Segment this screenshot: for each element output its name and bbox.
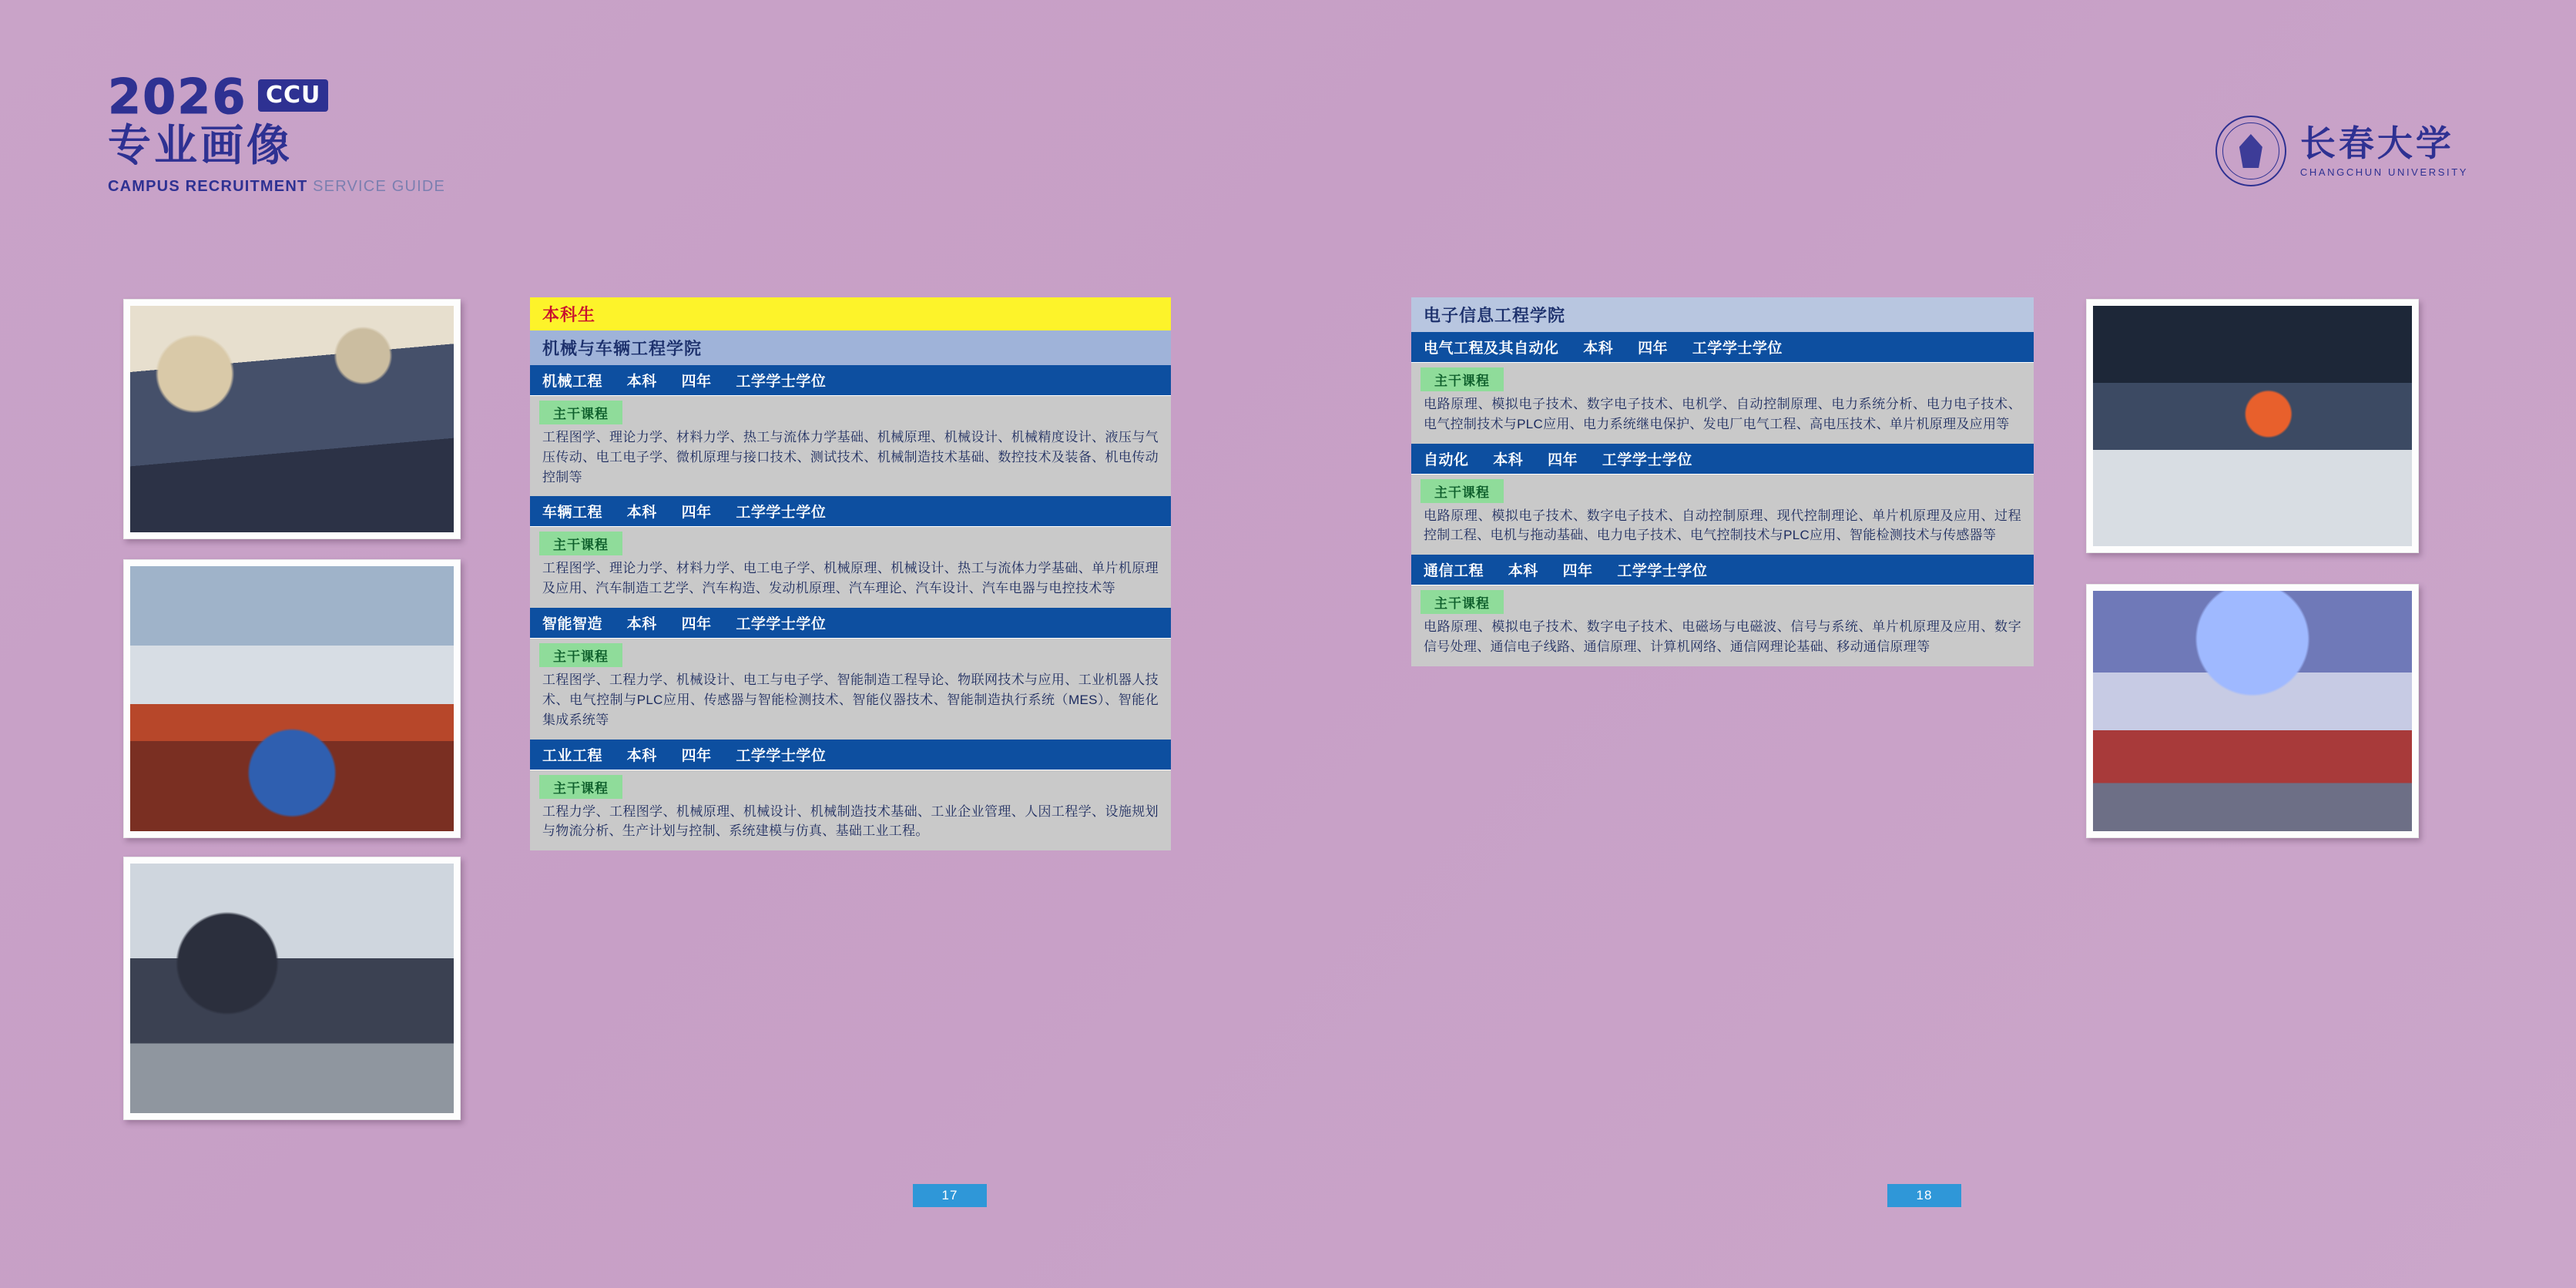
major-list-right — [1411, 332, 2034, 666]
major-level: 本科 — [626, 505, 657, 522]
photo-rocket-model — [2086, 299, 2419, 553]
brand-title: 专业画像 — [108, 121, 293, 171]
core-courses-text: 电路原理、模拟电子技术、数字电子技术、电机学、自动控制原理、电力系统分析、电力电子技术、电气控制技术与PLC应用、电力系统继电保护、发电厂电气工程、高电压技术、单片机原理及应用等 — [1424, 397, 2021, 431]
page-number-left: 17 — [913, 1184, 987, 1207]
major-entry — [530, 365, 1171, 496]
major-title-bar — [530, 496, 1171, 527]
major-title-bar — [1411, 444, 2034, 475]
major-entry — [530, 608, 1171, 739]
brand-logo — [108, 69, 539, 196]
university-emblem — [2215, 116, 2468, 186]
major-level: 本科 — [1493, 451, 1524, 468]
major-name: 车辆工程 — [542, 505, 603, 522]
major-years: 四年 — [1638, 340, 1669, 357]
core-courses-label: 主干课程 — [1420, 590, 1504, 614]
photo-exhibition-booth — [123, 857, 461, 1120]
major-title-bar — [530, 608, 1171, 639]
major-entry — [1411, 555, 2034, 666]
major-degree: 工学学士学位 — [736, 616, 827, 633]
university-name-cn: 长春大学 — [2299, 122, 2454, 164]
core-courses-text: 工程图学、理论力学、材料力学、电工电子学、机械原理、机械设计、热工与流体力学基础、单片机原理及应用、汽车制造工艺学、汽车构造、发动机原理、汽车理论、汽车设计、汽车电器与电控技术等 — [542, 561, 1159, 596]
brand-badge: CCU — [258, 79, 328, 112]
core-courses-text: 工程图学、工程力学、机械设计、电工与电子学、智能制造工程导论、物联网技术与应用、工业机器人技术、电气控制与PLC应用、传感器与智能检测技术、智能仪器技术、智能制造执行系统（MES）、智能化集成系统等 — [542, 673, 1159, 727]
major-years: 四年 — [1548, 451, 1578, 468]
major-name: 机械工程 — [542, 374, 603, 390]
major-name: 电气工程及其自动化 — [1424, 340, 1559, 357]
major-title-bar — [530, 365, 1171, 396]
major-years: 四年 — [1562, 563, 1593, 580]
major-level: 本科 — [626, 747, 657, 764]
major-entry — [530, 496, 1171, 608]
left-page-content — [530, 297, 1171, 850]
brand-subtitle-secondary: SERVICE GUIDE — [313, 177, 446, 195]
photo-rocket-model-image — [2093, 306, 2412, 546]
core-courses-label: 主干课程 — [539, 532, 622, 555]
brand-year: 2026 — [108, 69, 247, 125]
major-degree: 工学学士学位 — [736, 747, 827, 764]
major-degree: 工学学士学位 — [1617, 563, 1708, 580]
photo-group-hall-image — [2093, 591, 2412, 831]
major-years: 四年 — [681, 374, 712, 390]
photo-racing-team-image — [130, 566, 454, 831]
core-courses-label: 主干课程 — [1420, 479, 1504, 503]
major-level: 本科 — [626, 616, 657, 633]
university-name-en: CHANGCHUN UNIVERSITY — [2299, 166, 2468, 179]
core-courses-text: 电路原理、模拟电子技术、数字电子技术、电磁场与电磁波、信号与系统、单片机原理及应用、数字信号处理、通信电子线路、通信原理、计算机网络、通信网理论基础、移动通信原理等 — [1424, 619, 2021, 655]
core-courses-text: 工程力学、工程图学、机械原理、机械设计、机械制造技术基础、工业企业管理、人因工程学、设施规划与物流分析、生产计划与控制、系统建模与仿真、基础工业工程。 — [542, 803, 1159, 839]
photo-lab-visit-image — [130, 306, 454, 532]
major-entry — [1411, 444, 2034, 555]
major-degree: 工学学士学位 — [736, 505, 827, 522]
major-level: 本科 — [626, 374, 657, 390]
major-title-bar — [1411, 555, 2034, 585]
major-name: 工业工程 — [542, 747, 603, 764]
photo-group-hall — [2086, 584, 2419, 838]
college-title-mechanical: 机械与车辆工程学院 — [530, 330, 1171, 365]
core-courses-text: 电路原理、模拟电子技术、数字电子技术、自动控制原理、现代控制理论、单片机原理及应用、过程控制工程、电机与拖动基础、电力电子技术、电气控制技术与PLC应用、智能检测技术与传感器等 — [1424, 508, 2021, 543]
brand-subtitle — [108, 178, 539, 196]
photo-exhibition-booth-image — [130, 864, 454, 1113]
major-name: 智能智造 — [542, 616, 603, 633]
core-courses-label: 主干课程 — [539, 775, 622, 799]
section-label-undergraduate: 本科生 — [530, 297, 1171, 330]
major-title-bar — [1411, 332, 2034, 363]
core-courses-label: 主干课程 — [1420, 367, 1504, 391]
major-list-left — [530, 365, 1171, 850]
major-degree: 工学学士学位 — [1602, 451, 1692, 468]
photo-lab-visit — [123, 299, 461, 539]
university-seal-icon — [2215, 116, 2286, 186]
photo-racing-team — [123, 559, 461, 838]
brand-subtitle-main: CAMPUS RECRUITMENT — [108, 177, 314, 195]
major-years: 四年 — [681, 505, 712, 522]
major-name: 自动化 — [1424, 451, 1469, 468]
major-title-bar — [530, 740, 1171, 770]
major-entry — [530, 740, 1171, 851]
right-page-content — [1411, 297, 2034, 666]
major-level: 本科 — [1508, 563, 1538, 580]
major-entry — [1411, 332, 2034, 444]
page-number-right: 18 — [1887, 1184, 1961, 1207]
major-years: 四年 — [681, 747, 712, 764]
college-title-electronic: 电子信息工程学院 — [1411, 297, 2034, 332]
core-courses-label: 主干课程 — [539, 643, 622, 667]
major-level: 本科 — [1583, 340, 1614, 357]
major-degree: 工学学士学位 — [1692, 340, 1783, 357]
core-courses-label: 主干课程 — [539, 401, 622, 424]
core-courses-text: 工程图学、理论力学、材料力学、热工与流体力学基础、机械原理、机械设计、机械精度设计、液压与气压传动、电工电子学、微机原理与接口技术、测试技术、机械制造技术基础、数控技术及装备、机电传动控制等 — [542, 430, 1159, 485]
major-years: 四年 — [681, 616, 712, 633]
major-name: 通信工程 — [1424, 563, 1484, 580]
major-degree: 工学学士学位 — [736, 374, 827, 390]
